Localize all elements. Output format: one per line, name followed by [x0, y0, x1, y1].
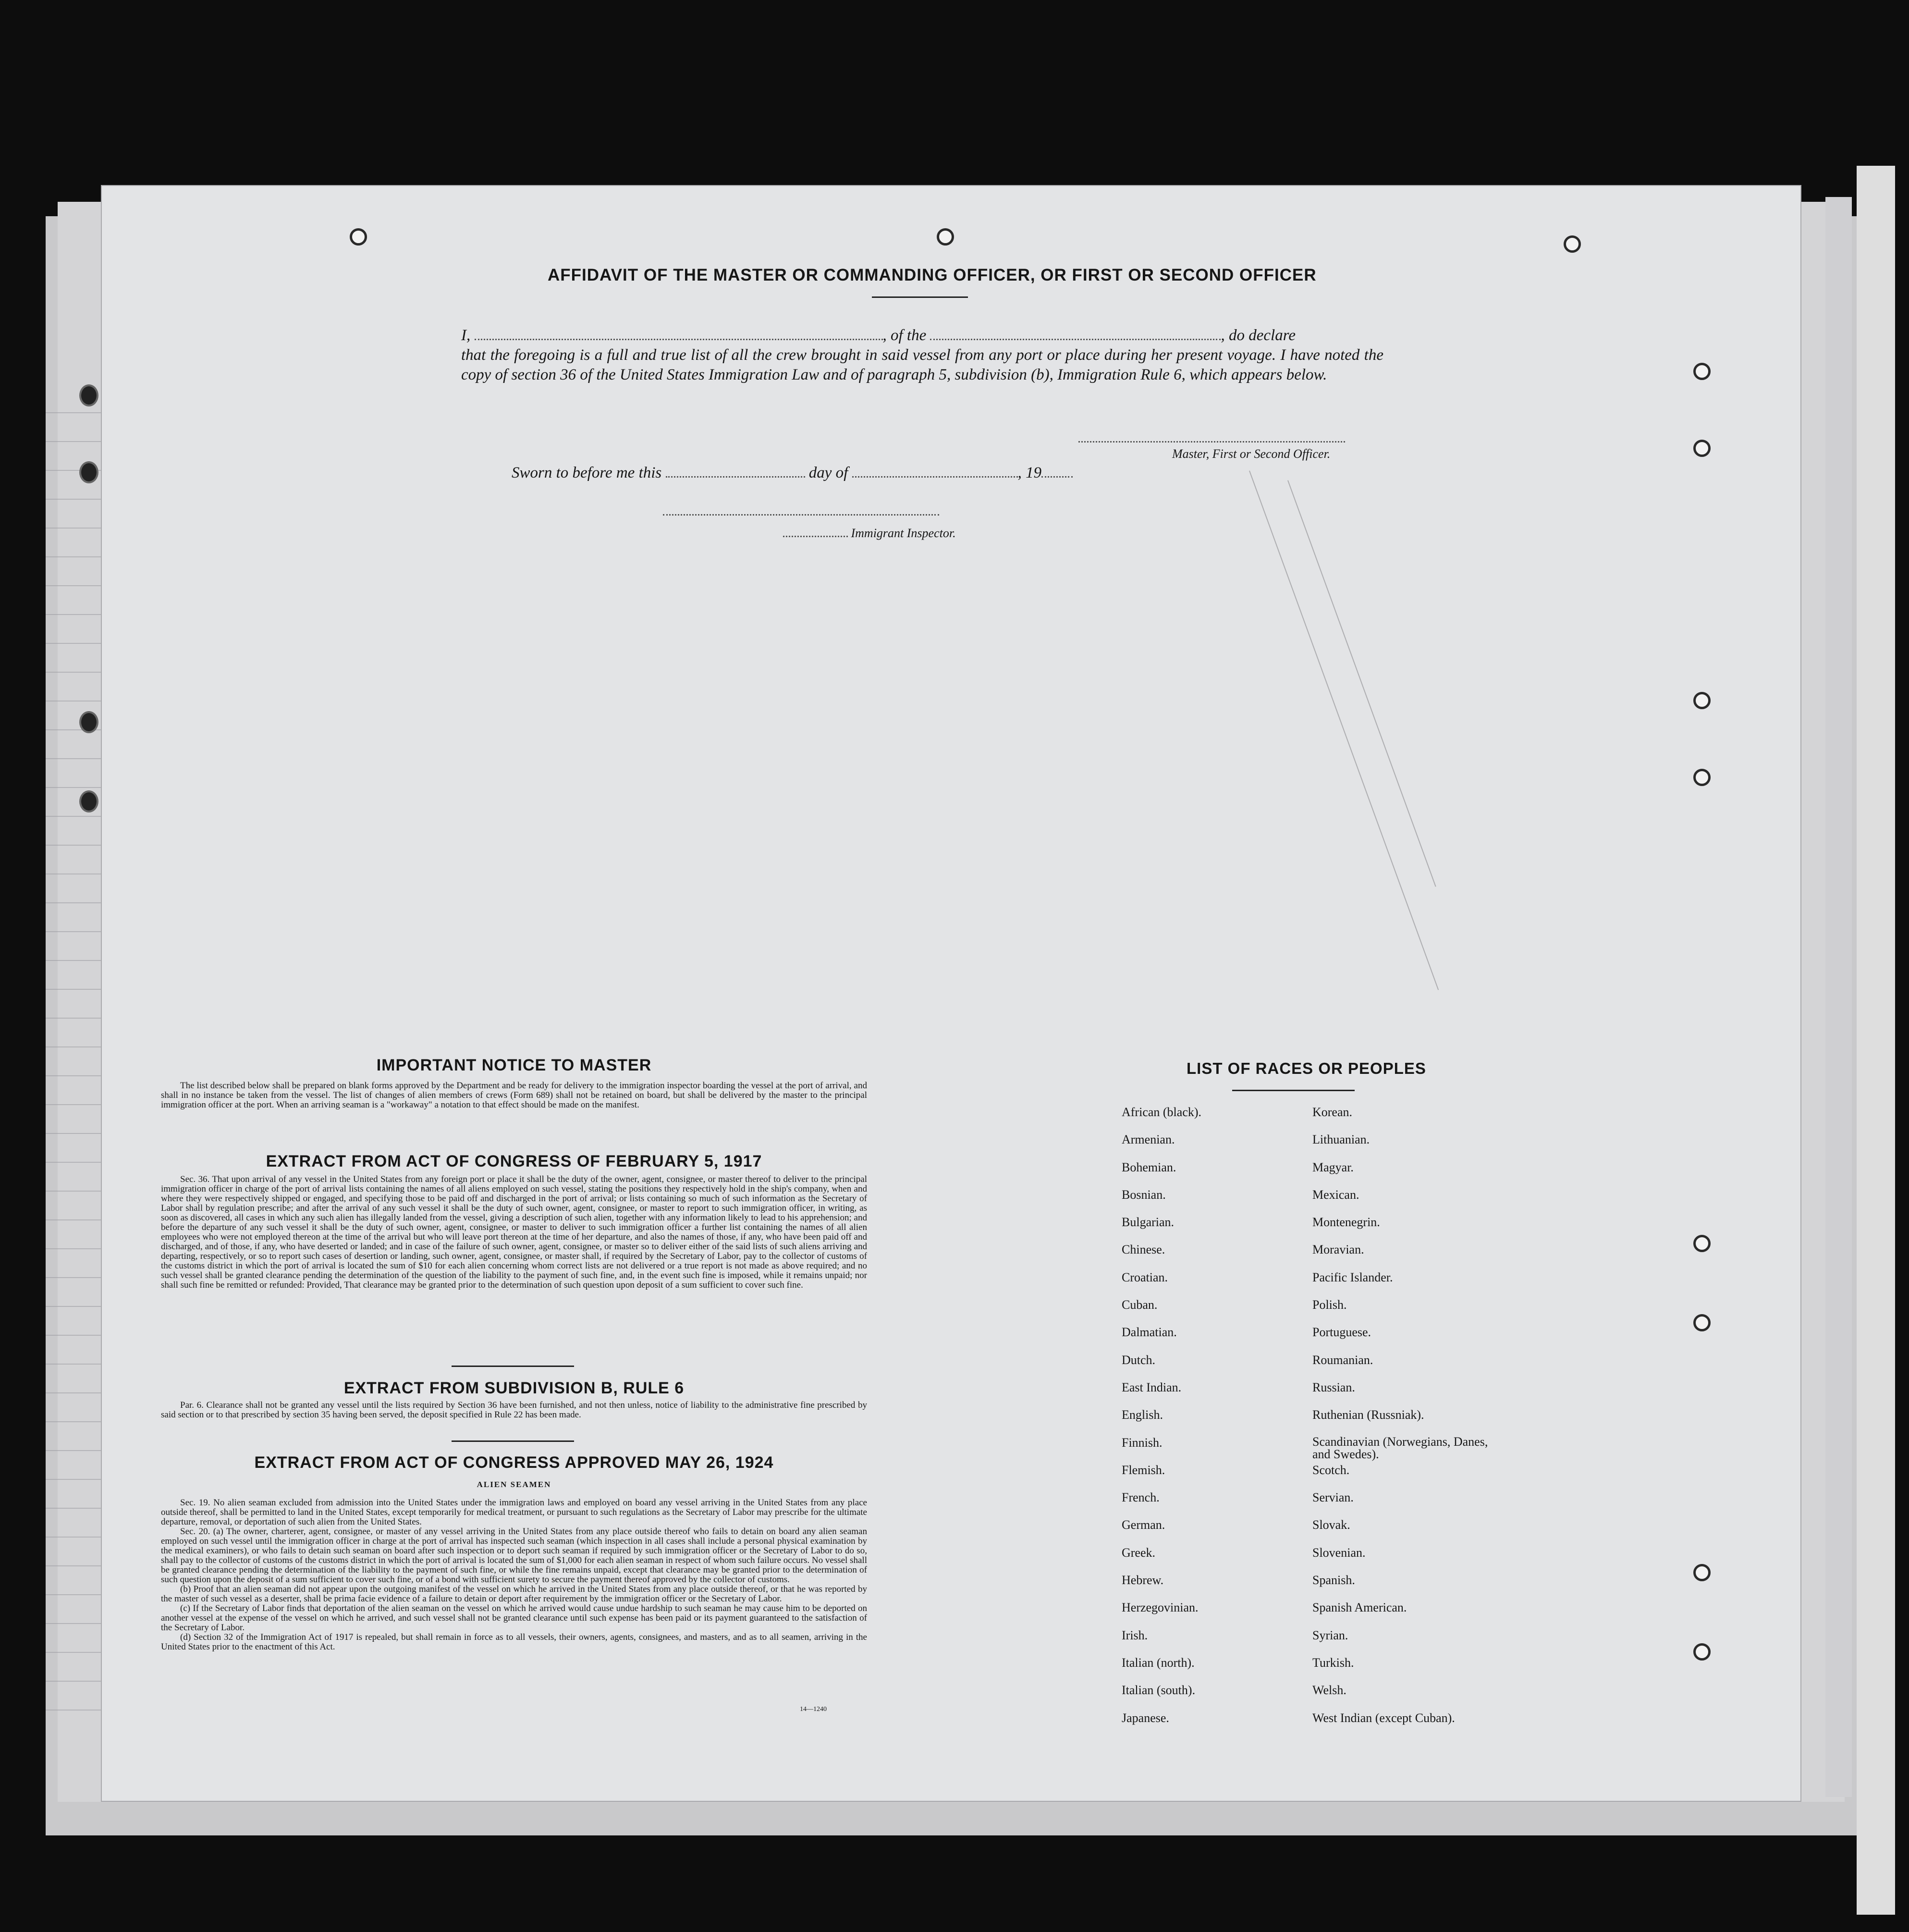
right-edge-strip [1857, 166, 1895, 1915]
divider [452, 1440, 574, 1442]
extract-1924-text [161, 1498, 867, 1652]
subdivision-b-paragraph: Par. 6. Clearance shall not be granted any vessel until the lists required by Section 36 have been furnished, and not then unless, notice of liability to the administrative fine prescribed by said section or to that prescribed by section 35 having been served, the deposit specified in Rule 22 has been made. [161, 1400, 867, 1420]
race-item: Korean. [1312, 1105, 1353, 1119]
binder-hole [79, 790, 98, 812]
notice-paragraph: The list described below shall be prepared on blank forms approved by the Department and be ready for delivery to the immigration inspector boarding the vessel at the port of arrival, and shall in no instance be taken from the vessel. The list of changes of alien members of crews (Form 689) shall not be retained on board, but shall be delivered by the master to the principal immigration officer at the port. When an arriving seaman is a "workaway" a notation to that effect should be made on the manifest. [161, 1081, 867, 1110]
race-item: Hebrew. [1122, 1573, 1164, 1587]
race-item: Bohemian. [1122, 1160, 1176, 1174]
race-item: Flemish. [1122, 1463, 1165, 1477]
vessel-blank[interactable] [930, 339, 1221, 340]
race-item: Slovenian. [1312, 1545, 1366, 1560]
binder-hole [1693, 769, 1711, 786]
binder-hole [79, 711, 98, 733]
race-item: Irish. [1122, 1628, 1148, 1642]
race-item: Greek. [1122, 1545, 1156, 1560]
binder-hole [937, 228, 954, 246]
day-of-label: day of [808, 464, 848, 481]
binder-hole [1693, 1235, 1711, 1252]
extract-1924-paragraph: (c) If the Secretary of Labor finds that deportation of the alien seaman on the vessel on which he arrived would cause undue hardship to such seaman he may cause him to be deported on another vessel at the expense of the vessel on which he arrived, and such vessel shall not be granted clearance until such expense has been paid or its payment guaranteed to the satisfaction of the Secretary of Labor. [161, 1603, 867, 1633]
race-item: Montenegrin. [1312, 1215, 1380, 1230]
race-item: Dutch. [1122, 1353, 1156, 1367]
subdivision-b-title: EXTRACT FROM SUBDIVISION B, RULE 6 [343, 1379, 685, 1397]
right-edge-strip-inner [1825, 197, 1852, 1797]
binder-hole [350, 228, 367, 246]
inspector-label: Immigrant Inspector. [851, 526, 956, 540]
race-item: Welsh. [1312, 1683, 1346, 1698]
extract-1924-paragraph: Sec. 19. No alien seaman excluded from admission into the United States under the immigration laws and employed on board any vessel arriving in the United States from any place outside thereof, shall be permitted to land in the United States, except temporarily for medical treatment, or pursuant to such regulations as the Secretary of Labor may prescribe for the ultimate departure, removal, or deportation of such alien from the United States. [161, 1498, 867, 1527]
binder-hole [1693, 692, 1711, 709]
sworn-day-blank[interactable] [666, 476, 805, 478]
race-item: Magyar. [1312, 1160, 1354, 1174]
race-item: Bulgarian. [1122, 1215, 1175, 1230]
race-item: Lithuanian. [1312, 1132, 1370, 1147]
affidavit-body: that the foregoing is a full and true list of all the crew brought in said vessel from any port or place during her present voyage. I have noted the copy of section 36 of the United States Immigration Law and of paragraph 5, subdivision (b), Immigration Rule 6, which appears below. [461, 346, 1383, 383]
race-item: Spanish. [1312, 1573, 1355, 1587]
binder-hole [79, 384, 98, 406]
race-item: Italian (north). [1122, 1655, 1195, 1670]
binder-hole [1693, 363, 1711, 380]
extract-1924-paragraph: (b) Proof that an alien seaman did not appear upon the outgoing manifest of the vessel on which he arrived in the United States from any place outside thereof, or that he was reported by the master of such vessel as a deserter, shall be prima facie evidence of a failure to detain or deport after requirement by the immigration officer or the Secretary of Labor. [161, 1584, 867, 1604]
binder-hole [1693, 1314, 1711, 1331]
race-item: Turkish. [1312, 1655, 1354, 1670]
extract-1917-title: EXTRACT FROM ACT OF CONGRESS OF FEBRUARY 5, 1917 [266, 1152, 762, 1170]
race-item: German. [1122, 1518, 1165, 1532]
race-item: African (black). [1122, 1105, 1202, 1119]
notice-title: IMPORTANT NOTICE TO MASTER [376, 1056, 652, 1074]
race-item: Ruthenian (Russniak). [1312, 1408, 1424, 1422]
affidavit-of-the: , of the [882, 327, 927, 344]
binder-hole [1693, 440, 1711, 457]
race-item: East Indian. [1122, 1380, 1182, 1394]
inspector-line [783, 526, 956, 541]
race-item: Spanish American. [1312, 1600, 1407, 1615]
race-item: Scandinavian (Norwegians, Danes, and Swedes). [1312, 1434, 1488, 1461]
extract-1924-paragraph: Sec. 20. (a) The owner, charterer, agent, consignee, or master of any vessel arriving in the United States from any place outside thereof who fails to detain on board any alien seaman employed on such vessel until the immigration officer in charge at the port of arrival has inspected such seaman (which inspection in all cases shall include a personal physical examination by the medical examiners), or who fails to detain such seaman on board after such inspection or to deport such seaman if required by such immigration officer or the Secretary of Labor to do so, shall pay to the collector of customs of the customs district in which the port of arrival is located the sum of $1,000 for each alien seaman in respect of whom such failure occurs. No vessel shall be granted clearance pending the determination of the liability to the payment of such fine, or while the fine remains unpaid, except that clearance may be granted prior to the determination of such question upon the deposit of a sum sufficient to cover such fine, or of a bond with sufficient surety to secure the payment thereof approved by the collector of customs. [161, 1526, 867, 1585]
extract-1917-paragraph: Sec. 36. That upon arrival of any vessel in the United States from any foreign port or place it shall be the duty of the owner, agent, consignee, or master thereof to deliver to the principal immigration officer in charge of the port of arrival lists containing the names of all aliens employed on such vessel, stating the positions they respectively hold in the ship's company, when and where they were respectively shipped or engaged, and specifying those to be paid off and discharged in the port of arrival; or lists containing so much of such information as the Secretary of Labor shall by regulation prescribe; and after the arrival of any such vessel it shall be the duty of such owner, agent, consignee, or master to report to such immigration officer, in writing, as soon as discovered, all cases in which any such alien has illegally landed from the vessel, giving a description of such alien, together with any information likely to lead to his apprehension; and before the departure of any such vessel it shall be the duty of such owner, agent, consignee, or master to deliver to such immigration officer a further list containing the names of all alien employees who were not employed thereon at the time of the arrival but who will leave port thereon at the time of her departure, and also the names of those, if any, who have been paid off and discharged, and of those, if any, who have deserted or landed; and in case of the failure of such owner, agent, consignee, or master so to deliver either of the said lists of such aliens arriving and departing, respectively, or so to report such cases of desertion or landing, such owner, agent, consignee, or master shall, if required by the Secretary of Labor, pay to the collector of customs of the customs district in which the port of arrival is located the sum of $10 for each alien concerning whom correct lists are not delivered or a true report is not made as above required; and no such vessel shall be granted clearance pending the determination of the question of the liability to the payment of such fine, and, in the event such fine is imposed, while it remains unpaid; nor shall such fine be remitted or refunded: Provided, That clearance may be granted prior to the determination of such question upon deposit of a sum sufficient to cover such fine. [161, 1174, 867, 1290]
race-item: Servian. [1312, 1490, 1354, 1505]
race-item: Scotch. [1312, 1463, 1350, 1477]
extract-1924-paragraph: (d) Section 32 of the Immigration Act of 1917 is repealed, but shall remain in force as to all vessels, their owners, agents, consignees, and masters, and as to all seamen, arriving in the United States prior to the enactment of this Act. [161, 1632, 867, 1652]
race-item: English. [1122, 1408, 1163, 1422]
race-item: Herzegovinian. [1122, 1600, 1199, 1615]
races-right-column [1312, 1105, 1495, 1738]
sworn-month-blank[interactable] [852, 476, 1018, 478]
race-item: Cuban. [1122, 1298, 1158, 1312]
race-item: Portuguese. [1312, 1325, 1371, 1340]
binder-hole [1693, 1643, 1711, 1661]
binder-hole [1693, 1564, 1711, 1581]
race-item: Chinese. [1122, 1243, 1165, 1257]
race-item: Pacific Islander. [1312, 1270, 1393, 1284]
divider [872, 296, 968, 298]
sworn-line [512, 464, 1073, 482]
races-title: LIST OF RACES OR PEOPLES [1187, 1059, 1426, 1077]
subdivision-b-text [161, 1401, 867, 1420]
affidavit-declare: , do declare [1221, 327, 1296, 344]
sworn-label: Sworn to before me this [512, 464, 662, 481]
extract-1924-title: EXTRACT FROM ACT OF CONGRESS APPROVED MAY 26, 1924 [254, 1453, 774, 1472]
ledger-lines [46, 384, 108, 1730]
master-label: Master, First or Second Officer. [1172, 447, 1331, 461]
race-item: Moravian. [1312, 1243, 1364, 1257]
race-item: Armenian. [1122, 1132, 1175, 1147]
affidavit-text [461, 326, 1383, 385]
divider [1232, 1090, 1355, 1091]
extract-1917-text [161, 1175, 867, 1290]
binder-hole [1564, 235, 1581, 253]
race-item: Japanese. [1122, 1710, 1169, 1725]
race-item: Finnish. [1122, 1435, 1163, 1450]
notice-text [161, 1081, 867, 1110]
races-left-column [1122, 1105, 1201, 1738]
race-item: Italian (south). [1122, 1683, 1196, 1698]
year-blank[interactable] [1041, 476, 1073, 478]
name-blank[interactable] [475, 339, 883, 340]
race-item: Syrian. [1312, 1628, 1348, 1642]
affidavit-i: I, [461, 327, 471, 344]
inspector-blank[interactable] [783, 536, 848, 537]
divider [452, 1366, 574, 1367]
race-item: French. [1122, 1490, 1160, 1505]
year-prefix: , 19 [1017, 464, 1042, 481]
affidavit-title: AFFIDAVIT OF THE MASTER OR COMMANDING OFFICER, OR FIRST OR SECOND OFFICER [548, 266, 1317, 284]
race-item: Russian. [1312, 1380, 1355, 1394]
binder-hole [79, 461, 98, 483]
inspector-signature-line[interactable] [663, 514, 939, 516]
race-item: Bosnian. [1122, 1187, 1166, 1202]
race-item: Dalmatian. [1122, 1325, 1177, 1340]
race-item: Polish. [1312, 1298, 1347, 1312]
race-item: Roumanian. [1312, 1353, 1373, 1367]
race-item: Mexican. [1312, 1187, 1359, 1202]
race-item: Slovak. [1312, 1518, 1350, 1532]
alien-seamen-heading: ALIEN SEAMEN [477, 1480, 551, 1489]
race-item: Croatian. [1122, 1270, 1168, 1284]
master-signature-line[interactable] [1078, 441, 1345, 443]
form-number: 14—1240 [800, 1706, 827, 1713]
race-item: West Indian (except Cuban). [1312, 1710, 1455, 1725]
